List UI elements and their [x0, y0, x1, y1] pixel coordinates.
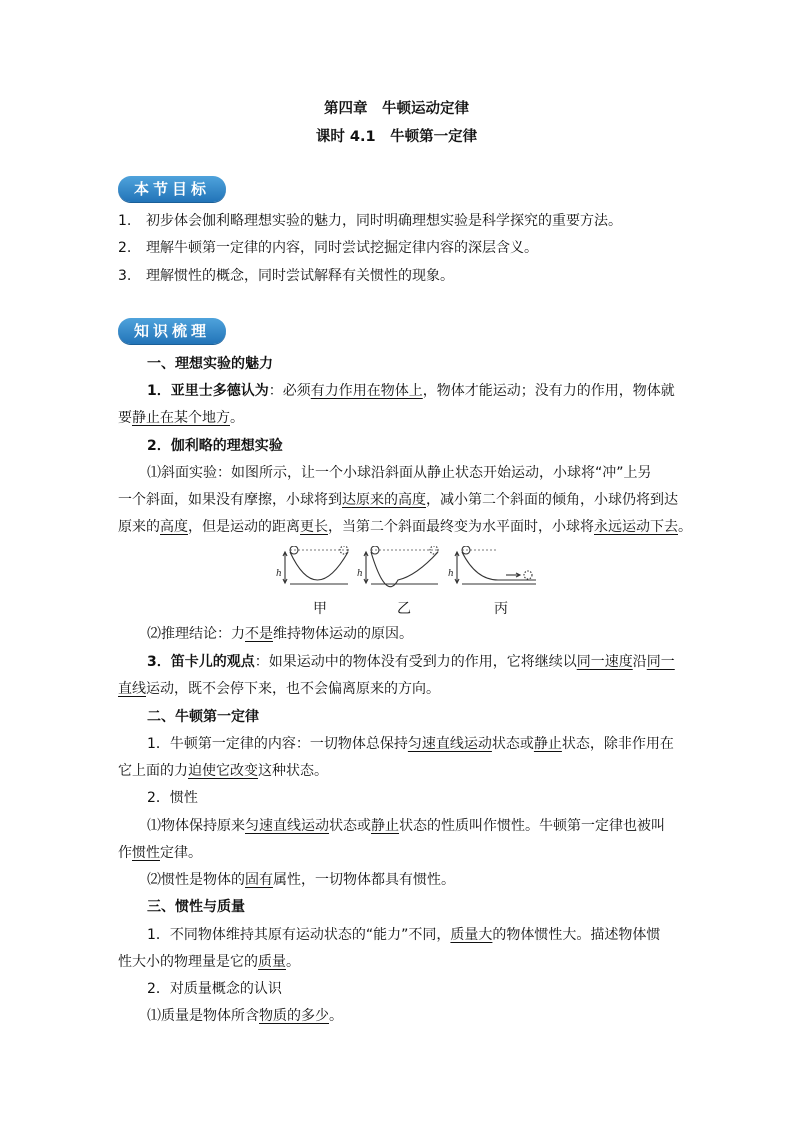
incline-diagram-bing: [455, 546, 536, 584]
section-heading: 三、惯性与质量: [147, 899, 245, 915]
paragraph: 2．对质量概念的认识: [147, 981, 282, 997]
paragraph: 2．惯性: [147, 790, 198, 806]
paragraph: 3．笛卡儿的观点：如果运动中的物体没有受到力的作用，它将继续以同一速度沿同一: [147, 654, 675, 670]
objective-item: 3. 理解惯性的概念，同时尝试解释有关惯性的现象。: [118, 268, 454, 284]
paragraph: ⑵惯性是物体的固有属性，一切物体都具有惯性。: [147, 872, 455, 888]
paragraph: 1．牛顿第一定律的内容：一切物体总保持匀速直线运动状态或静止状态，除非作用在: [147, 736, 674, 752]
figure-caption-yi: 乙: [397, 601, 411, 617]
paragraph: ⑴物体保持原来匀速直线运动状态或静止状态的性质叫作惯性。牛顿第一定律也被叫: [147, 818, 665, 834]
section-heading: 二、牛顿第一定律: [147, 709, 259, 725]
paragraph: 1．不同物体维持其原有运动状态的“能力”不同，质量大的物体惯性大。描述物体惯: [147, 927, 661, 943]
height-label: h: [448, 569, 454, 579]
incline-diagram-jia: [283, 546, 348, 584]
figure-caption-jia: 甲: [313, 601, 327, 617]
subheading: 2．伽利略的理想实验: [147, 438, 283, 454]
paragraph: 要静止在某个地方。: [118, 410, 244, 426]
paragraph: ⑴质量是物体所含物质的多少。: [147, 1008, 343, 1024]
paragraph: 1．亚里士多德认为：必须有力作用在物体上，物体才能运动；没有力的作用，物体就: [147, 383, 675, 399]
paragraph: 直线运动，既不会停下来，也不会偏离原来的方向。: [118, 681, 440, 697]
figure-caption-bing: 丙: [494, 601, 508, 617]
objective-item: 1. 初步体会伽利略理想实验的魅力，同时明确理想实验是科学探究的重要方法。: [118, 213, 622, 229]
height-label: h: [276, 569, 282, 579]
section-heading: 一、理想实验的魅力: [147, 356, 273, 372]
knowledge-badge: 知识梳理: [118, 318, 226, 344]
lesson-title: 课时 4.1 牛顿第一定律: [315, 129, 478, 145]
height-label: h: [357, 569, 363, 579]
paragraph: 性大小的物理量是它的质量。: [118, 954, 300, 970]
chapter-title: 第四章 牛顿运动定律: [324, 101, 469, 117]
incline-figure: [276, 546, 540, 592]
paragraph: ⑵推理结论：力不是维持物体运动的原因。: [147, 626, 413, 642]
paragraph: 它上面的力迫使它改变这种状态。: [118, 763, 328, 779]
paragraph: 一个斜面，如果没有摩擦，小球将到达原来的高度，减小第二个斜面的倾角，小球仍将到达: [118, 492, 678, 508]
incline-diagram-yi: [364, 546, 438, 587]
paragraph: 作惯性定律。: [118, 845, 202, 861]
objectives-badge: 本节目标: [118, 176, 226, 202]
paragraph: 原来的高度，但是运动的距离更长，当第二个斜面最终变为水平面时，小球将永远运动下去。: [118, 519, 692, 535]
objective-item: 2. 理解牛顿第一定律的内容，同时尝试挖掘定律内容的深层含义。: [118, 240, 538, 256]
paragraph: ⑴斜面实验：如图所示，让一个小球沿斜面从静止状态开始运动，小球将“冲”上另: [147, 465, 652, 481]
